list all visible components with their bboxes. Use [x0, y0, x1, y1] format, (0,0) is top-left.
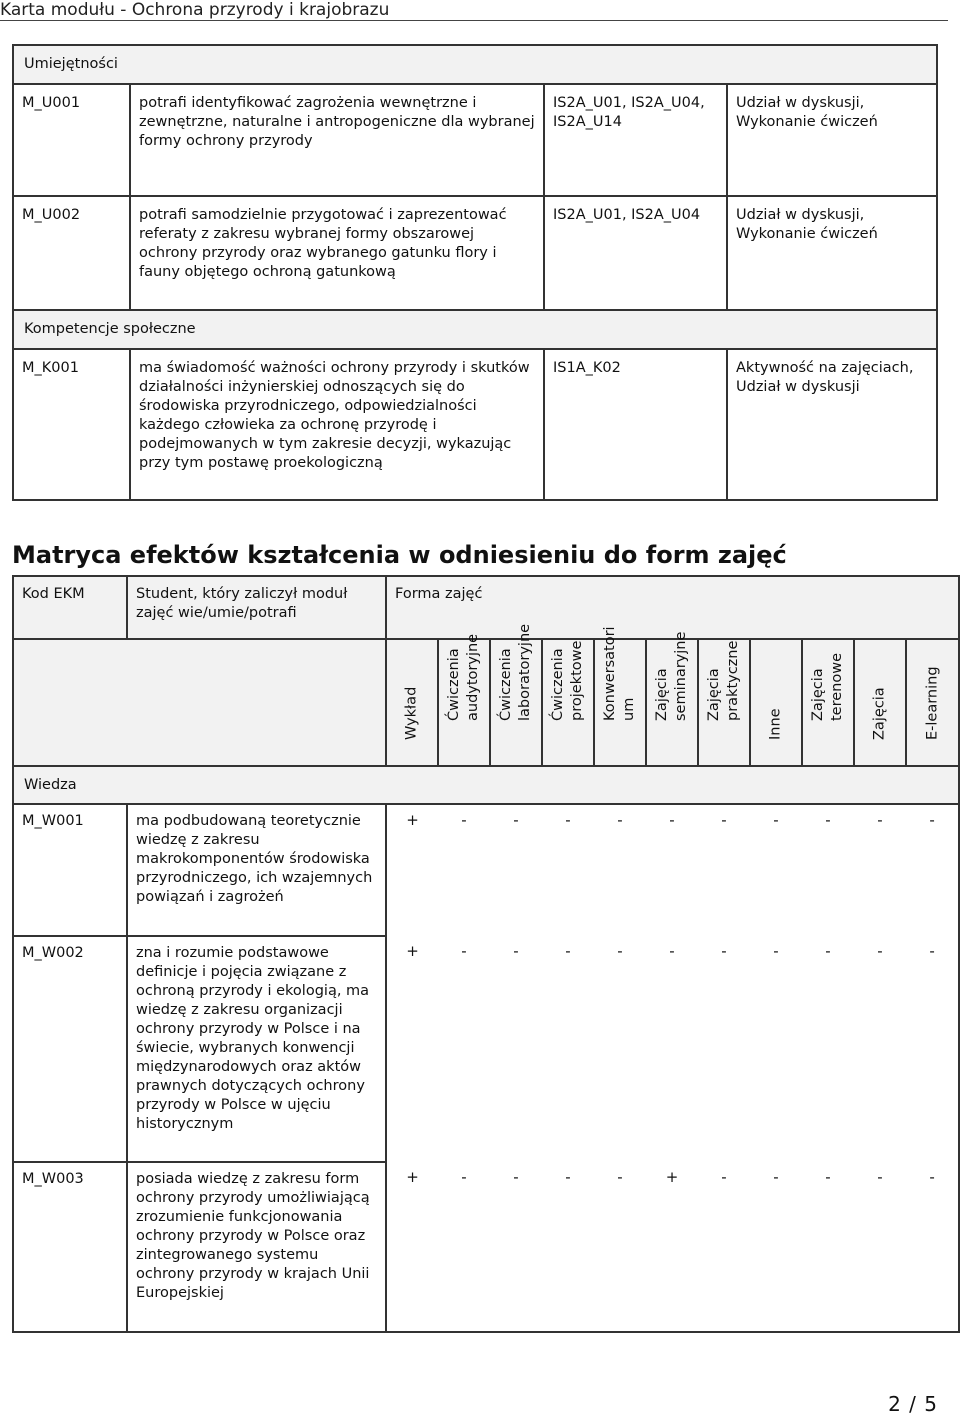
form-header-label: audytoryjne: [465, 633, 481, 721]
form-header-label: Zajęcia: [810, 668, 826, 721]
form-mark: -: [461, 942, 467, 960]
directional-effects: IS1A_K02: [544, 349, 727, 500]
form-mark: +: [646, 1162, 698, 1332]
form-header: [906, 639, 959, 766]
form-header-label: seminaryjne: [673, 631, 689, 721]
table-row: [13, 936, 959, 1162]
form-mark: -: [669, 811, 675, 829]
form-header-label: Zajęcia: [871, 687, 888, 740]
form-header-label: Ćwiczenia: [498, 648, 514, 721]
outcome-description: potrafi samodzielnie przygotować i zaprezentować referaty z zakresu wybranej formy obszarowej ochrony przyrody oraz wybranego gatunku flory i fauny objętego ochroną gatunkową: [130, 196, 544, 310]
table-row: [13, 349, 937, 500]
form-mark: -: [490, 1162, 542, 1332]
form-mark: -: [906, 936, 959, 1162]
form-header-label: Ćwiczenia: [446, 648, 462, 721]
form-header-label: projektowe: [569, 640, 585, 721]
form-header-label: Ćwiczenia: [550, 648, 566, 721]
form-mark: -: [906, 804, 959, 936]
form-mark: -: [513, 942, 519, 960]
outcome-code: M_W002: [13, 936, 127, 1162]
verification-methods: Udział w dyskusji, Wykonanie ćwiczeń: [727, 84, 937, 196]
form-header-label: E-learning: [924, 666, 941, 740]
form-mark: -: [438, 1162, 490, 1332]
directional-effects: IS2A_U01, IS2A_U04: [544, 196, 727, 310]
form-mark: +: [406, 942, 419, 960]
outcome-description: ma świadomość ważności ochrony przyrody i skutków działalności inżynierskiej odnoszących się do środowiska przyrodniczego, odpowiedzialności każdego człowieka za ochronę przyrodę i podejmowanych w tym zakresie decyzji, wykazując przy tym postawę proekologiczną: [130, 349, 544, 500]
outcome-code: M_W003: [13, 1162, 127, 1332]
form-header: [438, 633, 490, 766]
table-row: [13, 1162, 959, 1332]
form-mark: -: [698, 1162, 750, 1332]
form-header: [646, 631, 698, 766]
form-mark: -: [617, 942, 623, 960]
form-mark: -: [461, 811, 467, 829]
form-header-label: Wykład: [403, 686, 420, 740]
form-mark: -: [721, 811, 727, 829]
column-header-code: Kod EKM: [13, 576, 127, 639]
column-header-forms: Forma zajęć: [386, 576, 959, 639]
section-heading-skills: Umiejętności: [13, 45, 937, 84]
form-mark: -: [617, 811, 623, 829]
outcome-code: M_W001: [13, 804, 127, 936]
outcome-description: potrafi identyfikować zagrożenia wewnętrzne i zewnętrzne, naturalne i antropogeniczne dla wybranej formy ochrony przyrody: [130, 84, 544, 196]
table-row: [13, 804, 959, 936]
matrix-title: Matryca efektów kształcenia w odniesieniu do form zajęć: [12, 541, 787, 569]
form-mark: +: [406, 811, 419, 829]
form-mark: -: [854, 1162, 906, 1332]
table-row: [13, 84, 937, 196]
form-mark: -: [825, 942, 831, 960]
outcome-code: M_U001: [13, 84, 130, 196]
section-heading-knowledge: Wiedza: [13, 766, 959, 804]
outcome-description: zna i rozumie podstawowe definicje i pojęcia związane z ochroną przyrody i ekologią, ma wiedzę z zakresu organizacji ochrony przyrody w Polsce i na świecie, wybranych konwencji międzynarodowych oraz aktów prawnych dotyczących ochrony przyrody w Polsce w ujęciu historycznym: [127, 936, 386, 1162]
form-mark: -: [669, 942, 675, 960]
form-header-label: Zajęcia: [654, 668, 670, 721]
form-header: [386, 639, 438, 766]
form-mark: -: [750, 1162, 802, 1332]
form-mark: -: [825, 811, 831, 829]
form-mark: -: [877, 811, 883, 829]
form-header: [542, 639, 594, 766]
directional-effects: IS2A_U01, IS2A_U04, IS2A_U14: [544, 84, 727, 196]
header-divider: [0, 20, 948, 21]
form-mark: -: [906, 1162, 959, 1332]
form-mark: -: [565, 811, 571, 829]
form-header-label: Konwersatori: [602, 626, 618, 721]
page-number: 2 / 5: [888, 1392, 938, 1416]
form-header: [698, 639, 750, 766]
form-header-label: laboratoryjne: [517, 623, 533, 721]
form-header-label: um: [621, 697, 637, 721]
form-mark: -: [565, 942, 571, 960]
learning-outcomes-table: [12, 44, 938, 501]
form-header-label: terenowe: [829, 652, 845, 721]
outcome-code: M_U002: [13, 196, 130, 310]
form-mark: -: [542, 1162, 594, 1332]
form-header: [854, 639, 906, 766]
form-header: [490, 623, 542, 766]
form-mark: -: [802, 1162, 854, 1332]
outcome-code: M_K001: [13, 349, 130, 500]
section-heading-social-competences: Kompetencje społeczne: [13, 310, 937, 349]
form-mark: -: [721, 942, 727, 960]
form-mark: -: [513, 811, 519, 829]
column-header-student: Student, który zaliczył moduł zajęć wie/umie/potrafi: [127, 576, 386, 639]
form-mark: +: [386, 1162, 438, 1332]
form-mark: -: [877, 942, 883, 960]
outcomes-matrix-table: [12, 575, 960, 1333]
form-mark: -: [594, 1162, 646, 1332]
outcome-description: ma podbudowaną teoretycznie wiedzę z zakresu makrokomponentów środowiska przyrodniczego, ich wzajemnych powiązań i zagrożeń: [127, 804, 386, 936]
verification-methods: Aktywność na zajęciach, Udział w dyskusji: [727, 349, 937, 500]
form-mark: -: [773, 942, 779, 960]
form-header-label: Inne: [767, 708, 784, 740]
table-row: [13, 196, 937, 310]
form-header: [802, 639, 854, 766]
form-mark: -: [773, 811, 779, 829]
page-header-title: Karta modułu - Ochrona przyrody i krajobrazu: [0, 0, 390, 20]
form-header: [750, 639, 802, 766]
verification-methods: Udział w dyskusji, Wykonanie ćwiczeń: [727, 196, 937, 310]
outcome-description: posiada wiedzę z zakresu form ochrony przyrody umożliwiającą zrozumienie funkcjonowania ochrony przyrody w Polsce oraz zintegrowanego systemu ochrony przyrody w krajach Unii Europejskiej: [127, 1162, 386, 1332]
form-header-label: Zajęcia: [706, 668, 722, 721]
header-spacer: [13, 639, 386, 766]
form-header-label: praktyczne: [725, 640, 741, 721]
form-header: [594, 626, 646, 766]
